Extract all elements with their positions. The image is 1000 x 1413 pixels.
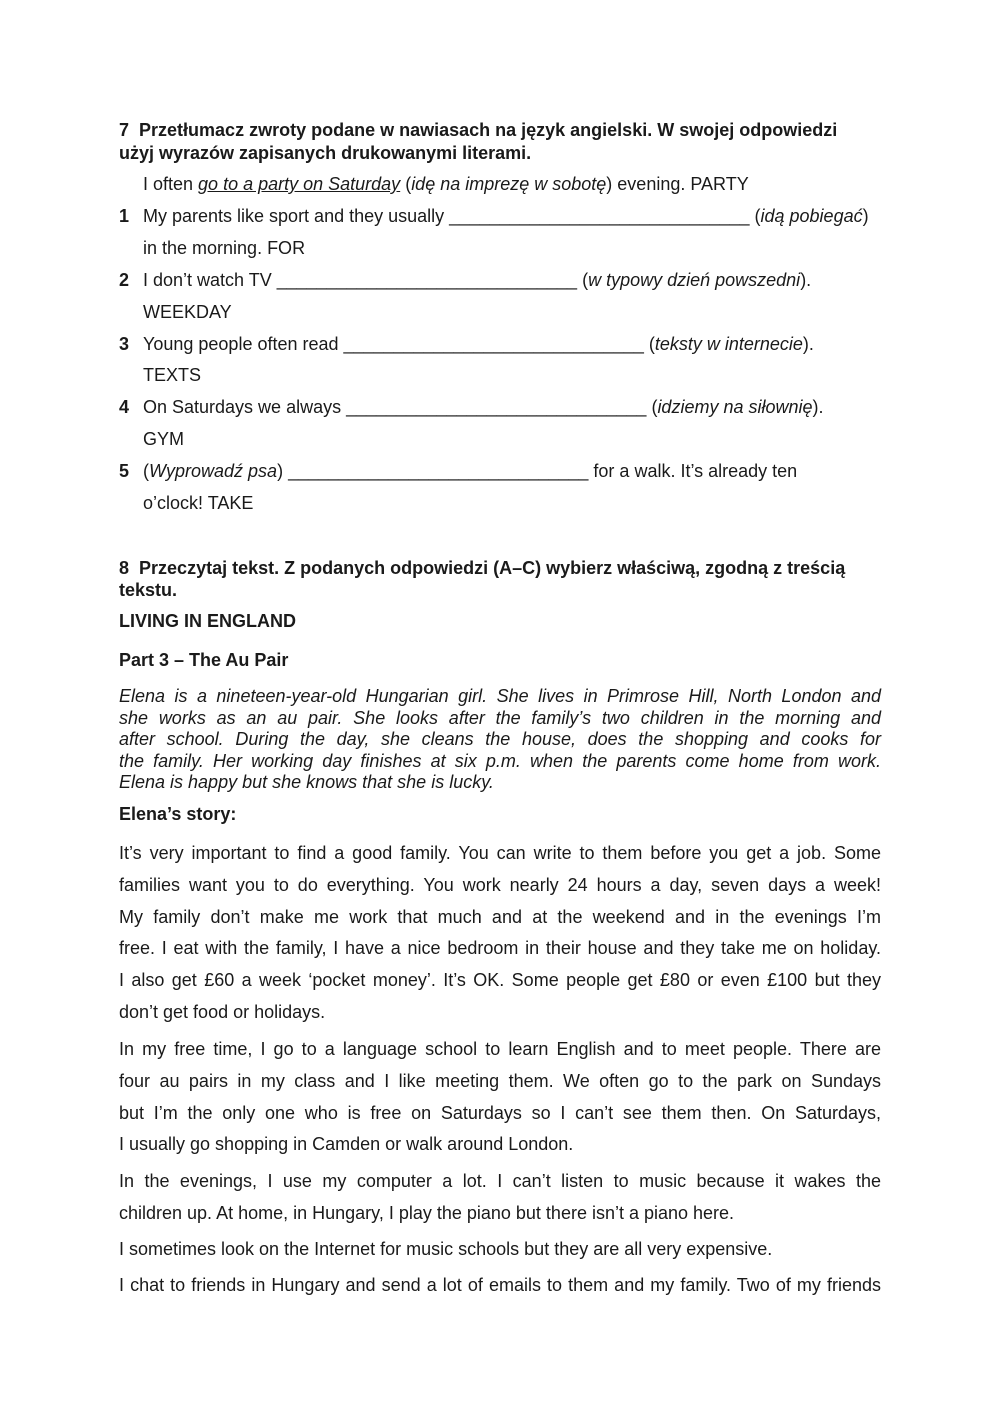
story-paragraph-3: [119, 1166, 881, 1230]
example-answer: go to a party on Saturday: [198, 174, 401, 194]
item-5-pre: (: [143, 461, 149, 481]
item-1-number: 1: [119, 206, 130, 226]
item-3-number: 3: [119, 334, 130, 354]
story-paragraph-4: [119, 1234, 881, 1266]
story-paragraph-2: [119, 1034, 881, 1161]
story-line: I sometimes look on the Internet for music schools but they are all very expensive.: [119, 1239, 773, 1259]
text-title: LIVING IN ENGLAND: [119, 611, 297, 631]
intro-line: the family. Her working day finishes at six p.m. when the parents come home from work.: [119, 750, 881, 771]
example-post: ) evening. PARTY: [606, 174, 749, 194]
intro-paragraph: [119, 686, 881, 794]
story-line: but I’m the only one who is free on Saturdays so I can’t see them then. On Saturdays,: [119, 1102, 881, 1123]
story-line: It’s very important to find a good family. You can write to them before you get a job. Some: [119, 843, 881, 863]
item-2-line1: I don’t watch TV ______________________________ (w typowy dzień powszedni).: [143, 270, 812, 290]
ex8-number: 8: [119, 558, 130, 578]
item-3-pre: Young people often read: [143, 334, 339, 354]
item-3-hint: teksty w internecie: [654, 334, 803, 354]
story-line: four au pairs in my class and I like meeting them. We often go to the park on Sundays: [119, 1070, 881, 1091]
intro-line: she works as an au pair. She looks after the family’s two children in the morning and: [119, 707, 881, 728]
item-4-hint: idziemy na siłownię: [657, 397, 813, 417]
ex8-instruction: [119, 558, 845, 579]
story-line: In my free time, I go to a language school to learn English and to meet people. There are: [119, 1039, 881, 1059]
item-5-hint: Wyprowadź psa: [149, 461, 278, 481]
story-line: don’t get food or holidays.: [119, 1001, 326, 1022]
story-line: free. I eat with the family, I have a nice bedroom in their house and they take me on holiday.: [119, 938, 881, 959]
story-line: families want you to do everything. You work nearly 24 hours a day, seven days a week!: [119, 874, 881, 895]
item-4-blank[interactable]: ______________________________: [346, 397, 647, 417]
item-5-post: for a walk. It’s already ten: [593, 461, 798, 481]
story-line: I usually go shopping in Camden or walk around London.: [119, 1134, 574, 1155]
story-line: In the evenings, I use my computer a lot. I can’t listen to music because it wakes the: [119, 1171, 881, 1191]
item-4-line2: GYM: [143, 429, 185, 449]
story-line: children up. At home, in Hungary, I play the piano but there isn’t a piano here.: [119, 1202, 735, 1223]
intro-line: after school. During the day, she cleans the house, does the shopping and cooks for: [119, 729, 881, 750]
item-1-hint: idą pobiegać: [760, 206, 863, 226]
item-3-line1: Young people often read ______________________________ (teksty w internecie).: [143, 334, 814, 354]
ex7-instruction: [119, 120, 837, 141]
text-part-heading: Part 3 – The Au Pair: [119, 650, 289, 670]
story-paragraph-5: [119, 1270, 881, 1302]
intro-line: Elena is a nineteen-year-old Hungarian girl. She lives in Primrose Hill, North London and: [119, 686, 881, 706]
item-1-blank[interactable]: ______________________________: [449, 206, 750, 226]
intro-line: Elena is happy but she knows that she is lucky.: [119, 772, 494, 793]
ex7-instruction-line2: użyj wyrazów zapisanych drukowanymi literami.: [119, 143, 532, 163]
item-1-line1: My parents like sport and they usually ______________________________ (idą pobiegać): [143, 206, 869, 226]
ex8-instruction-line2: tekstu.: [119, 580, 178, 600]
item-1-line2: in the morning. FOR: [143, 238, 306, 258]
item-4-number: 4: [119, 397, 130, 417]
item-5-blank[interactable]: ______________________________: [288, 461, 589, 481]
ex8-instruction-line1: Przeczytaj tekst. Z podanych odpowiedzi (A–C) wybierz właściwą, zgodną z treścią: [139, 558, 846, 578]
story-heading: Elena’s story:: [119, 804, 237, 824]
item-2-blank[interactable]: ______________________________: [276, 270, 578, 290]
item-5-line1: [143, 461, 797, 482]
story-paragraph-1: [119, 838, 881, 1029]
example-pre: I often: [143, 174, 199, 194]
ex7-instruction-line1: Przetłumacz zwroty podane w nawiasach na język angielski. W swojej odpowiedzi: [139, 120, 838, 140]
story-line: My family don’t make me work that much and at the weekend and in the evenings I’m: [119, 906, 881, 927]
item-3-line2: TEXTS: [143, 365, 202, 385]
item-5-mid: ): [277, 461, 284, 481]
item-1-post: ): [862, 206, 869, 226]
item-5-line2: o’clock! TAKE: [143, 493, 254, 513]
item-1-pre: My parents like sport and they usually: [143, 206, 445, 226]
example-mid: (: [400, 174, 412, 194]
item-2-post: ).: [800, 270, 812, 290]
item-3-post: ).: [802, 334, 814, 354]
ex7-example: [143, 174, 749, 195]
item-2-number: 2: [119, 270, 130, 290]
story-line: I chat to friends in Hungary and send a lot of emails to them and my family. Two of my friends: [119, 1275, 881, 1295]
ex7-number: 7: [119, 120, 130, 140]
item-4-pre: On Saturdays we always: [143, 397, 342, 417]
item-2-hint: w typowy dzień powszedni: [588, 270, 801, 290]
example-hint: idę na imprezę w sobotę: [411, 174, 607, 194]
item-3-blank[interactable]: ______________________________: [343, 334, 644, 354]
item-5-number: 5: [119, 461, 130, 481]
item-2-pre: I don’t watch TV: [143, 270, 272, 290]
item-4-post: ).: [812, 397, 824, 417]
item-4-line1: On Saturdays we always ______________________________ (idziemy na siłownię).: [143, 397, 824, 417]
story-line: I also get £60 a week ‘pocket money’. It’s OK. Some people get £80 or even £100 but they: [119, 970, 881, 991]
item-2-line2: WEEKDAY: [143, 302, 232, 322]
